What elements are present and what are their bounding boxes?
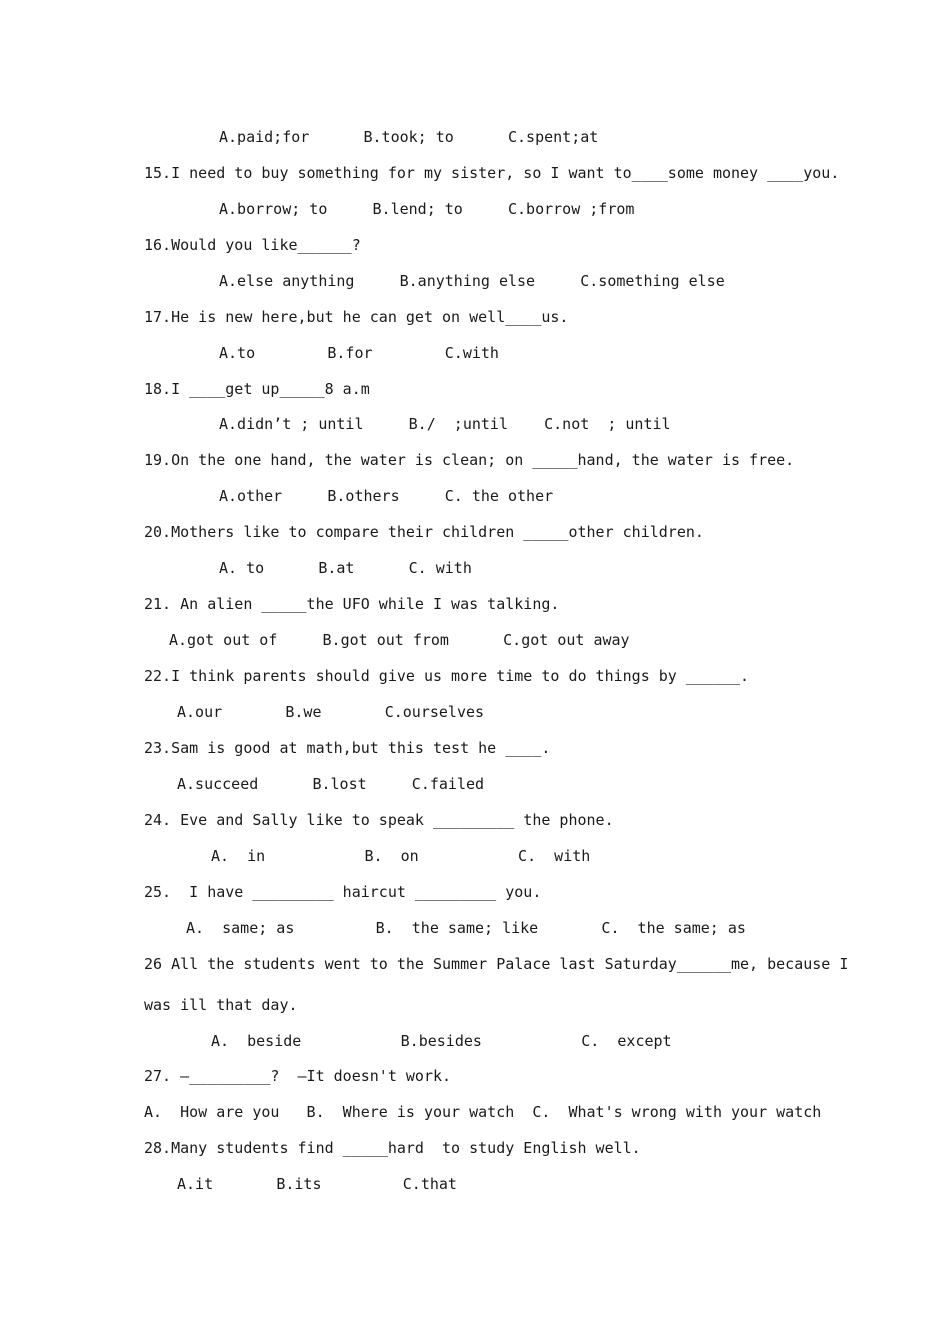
q14-options: A.paid;for B.took; to C.spent;at	[219, 128, 599, 146]
q20-options: A. to B.at C. with	[219, 559, 472, 577]
q17-stem: 17.He is new here,but he can get on well____us.	[144, 308, 569, 326]
q17-options: A.to B.for C.with	[219, 344, 499, 362]
q19-stem: 19.On the one hand, the water is clean; on _____hand, the water is free.	[144, 451, 795, 469]
q22-options: A.our B.we C.ourselves	[177, 703, 485, 721]
q16-stem: 16.Would you like______?	[144, 236, 361, 254]
q15-stem: 15.I need to buy something for my sister, so I want to____some money ____you.	[144, 164, 840, 182]
q21-stem: 21. An alien _____the UFO while I was talking.	[144, 595, 560, 613]
q20-stem: 20.Mothers like to compare their children _____other children.	[144, 523, 704, 541]
q21-options: A.got out of B.got out from C.got out away	[169, 631, 630, 649]
q15-options: A.borrow; to B.lend; to C.borrow ;from	[219, 200, 635, 218]
q19-options: A.other B.others C. the other	[219, 487, 554, 505]
q28-options: A.it B.its C.that	[177, 1175, 457, 1193]
q26-stem: 26 All the students went to the Summer Palace last Saturday______me, because I	[144, 955, 849, 973]
q18-stem: 18.I ____get up_____8 a.m	[144, 380, 370, 398]
q23-stem: 23.Sam is good at math,but this test he ____.	[144, 739, 551, 757]
q18-options: A.didn’t ; until B./ ;until C.not ; until	[219, 415, 671, 433]
q27-options: A. How are you B. Where is your watch C. What's wrong with your watch	[144, 1103, 822, 1121]
q24-options: A. in B. on C. with	[211, 847, 591, 865]
q23-options: A.succeed B.lost C.failed	[177, 775, 485, 793]
q25-stem: 25. I have _________ haircut _________ you.	[144, 883, 542, 901]
q26-stem-continued: was ill that day.	[144, 996, 298, 1014]
q24-stem: 24. Eve and Sally like to speak _________ the phone.	[144, 811, 614, 829]
q26-options: A. beside B.besides C. except	[211, 1032, 672, 1050]
q28-stem: 28.Many students find _____hard to study English well.	[144, 1139, 641, 1157]
q27-stem: 27. —_________? —It doesn't work.	[144, 1067, 452, 1085]
q25-options: A. same; as B. the same; like C. the same; as	[186, 919, 746, 937]
q16-options: A.else anything B.anything else C.something else	[219, 272, 725, 290]
q22-stem: 22.I think parents should give us more time to do things by ______.	[144, 667, 750, 685]
